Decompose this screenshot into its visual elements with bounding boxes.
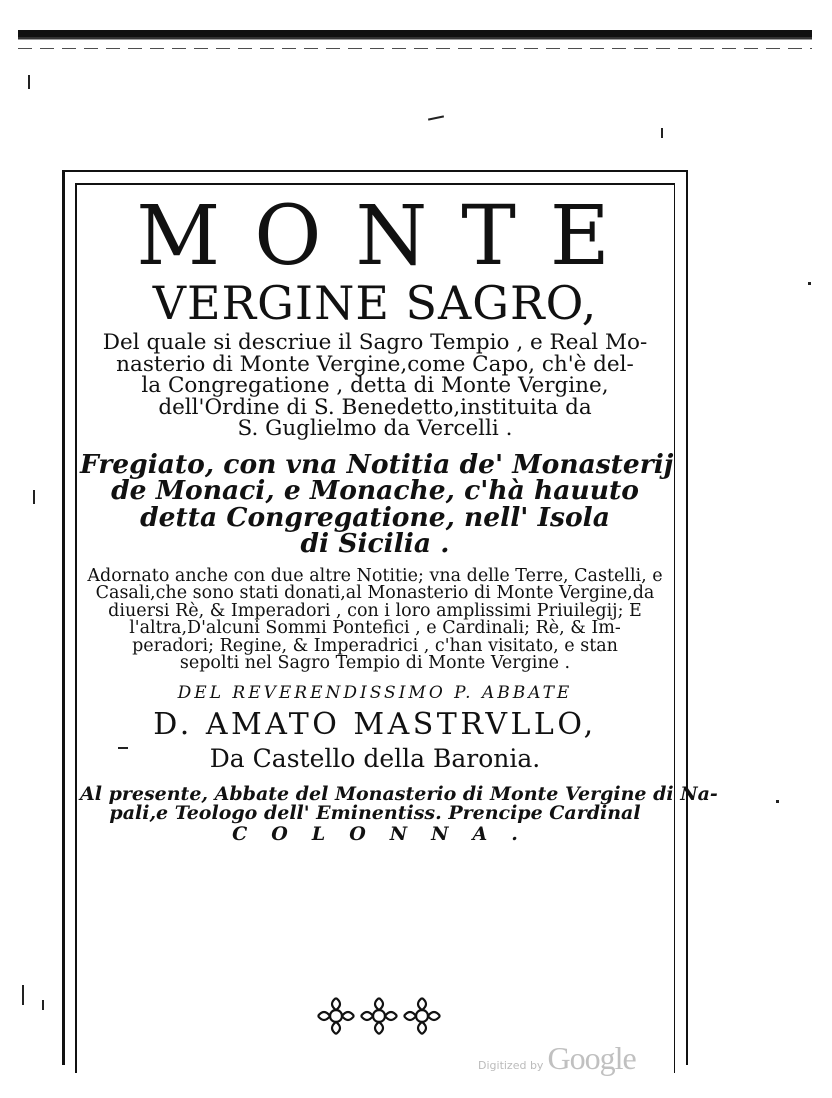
title-page	[80, 189, 718, 845]
fleuron-icon	[361, 998, 397, 1034]
scan-top-edge-bar	[18, 30, 812, 42]
scan-speck	[42, 1000, 44, 1010]
scan-speck	[776, 800, 779, 803]
adornato-paragraph	[80, 565, 670, 673]
al-presente-paragraph	[80, 782, 718, 824]
adornato-line: l'altra,D'alcuni Sommi Pontefici , e Cardinali; Rè, & Im-	[129, 618, 621, 638]
fleuron-ornament-icon	[315, 995, 443, 1037]
adornato-line: peradori; Regine, & Imperadrici , c'han visitato, e stan	[132, 635, 618, 656]
adornato-line: Casali,che sono stati donati,al Monasterio di Monte Vergine,da	[95, 583, 655, 603]
digitized-by-google-watermark	[478, 1040, 636, 1077]
cardinal-name-colonna: COLONNA.	[232, 822, 542, 845]
description-paragraph	[80, 332, 670, 440]
fleuron-icon	[318, 998, 354, 1034]
fregiato-line: di Sicilia .	[300, 528, 450, 559]
scan-speck	[22, 985, 24, 1005]
description-line: nasterio di Monte Vergine,come Capo, ch'è del-	[116, 351, 634, 377]
al-presente-line: pali,e Teologo dell' Eminentiss. Prencipe Cardinal	[109, 801, 641, 824]
description-line: dell'Ordine di S. Benedetto,instituita da	[158, 394, 592, 420]
author-name: D. AMATO MASTRVLLO,	[153, 706, 597, 742]
fregiato-line: de Monaci, e Monache, c'hà hauuto	[111, 475, 639, 506]
fregiato-paragraph	[80, 448, 674, 559]
fregiato-line: Fregiato, con vna Notitia de' Monasterij	[80, 448, 674, 480]
scan-top-dashed-line	[18, 48, 812, 49]
description-line: Del quale si descriue il Sagro Tempio , e Real Mo-	[102, 330, 648, 355]
google-logo: Google	[547, 1040, 636, 1076]
scan-speck	[33, 490, 35, 504]
scan-speck	[28, 75, 30, 89]
description-line: S. Guglielmo da Vercelli .	[237, 416, 513, 441]
title-vergine-sagro: VERGINE SAGRO,	[152, 276, 598, 330]
author-prefix: DEL REVERENDISSIMO P. ABBATE	[177, 682, 573, 703]
author-origin: Da Castello della Baronia.	[209, 743, 541, 773]
fregiato-line: detta Congregatione, nell' Isola	[140, 501, 610, 533]
al-presente-line: Al presente, Abbate del Monasterio di Monte Vergine di Na-	[80, 782, 718, 805]
title-monte: MONTE	[136, 189, 644, 284]
adornato-line: diuersi Rè, & Imperadori , con i loro amplissimi Priuilegij; E	[108, 600, 642, 621]
description-line: la Congregatione , detta di Monte Vergine,	[141, 373, 609, 398]
digitized-by-label: Digitized by	[478, 1059, 544, 1072]
scan-speck	[428, 115, 444, 120]
adornato-line: Adornato anche con due altre Notitie; vna delle Terre, Castelli, e	[87, 565, 663, 586]
scan-speck	[808, 282, 811, 285]
adornato-line: sepolti nel Sagro Tempio di Monte Vergine .	[179, 653, 571, 673]
fleuron-icon	[404, 998, 440, 1034]
scan-speck	[661, 128, 663, 138]
